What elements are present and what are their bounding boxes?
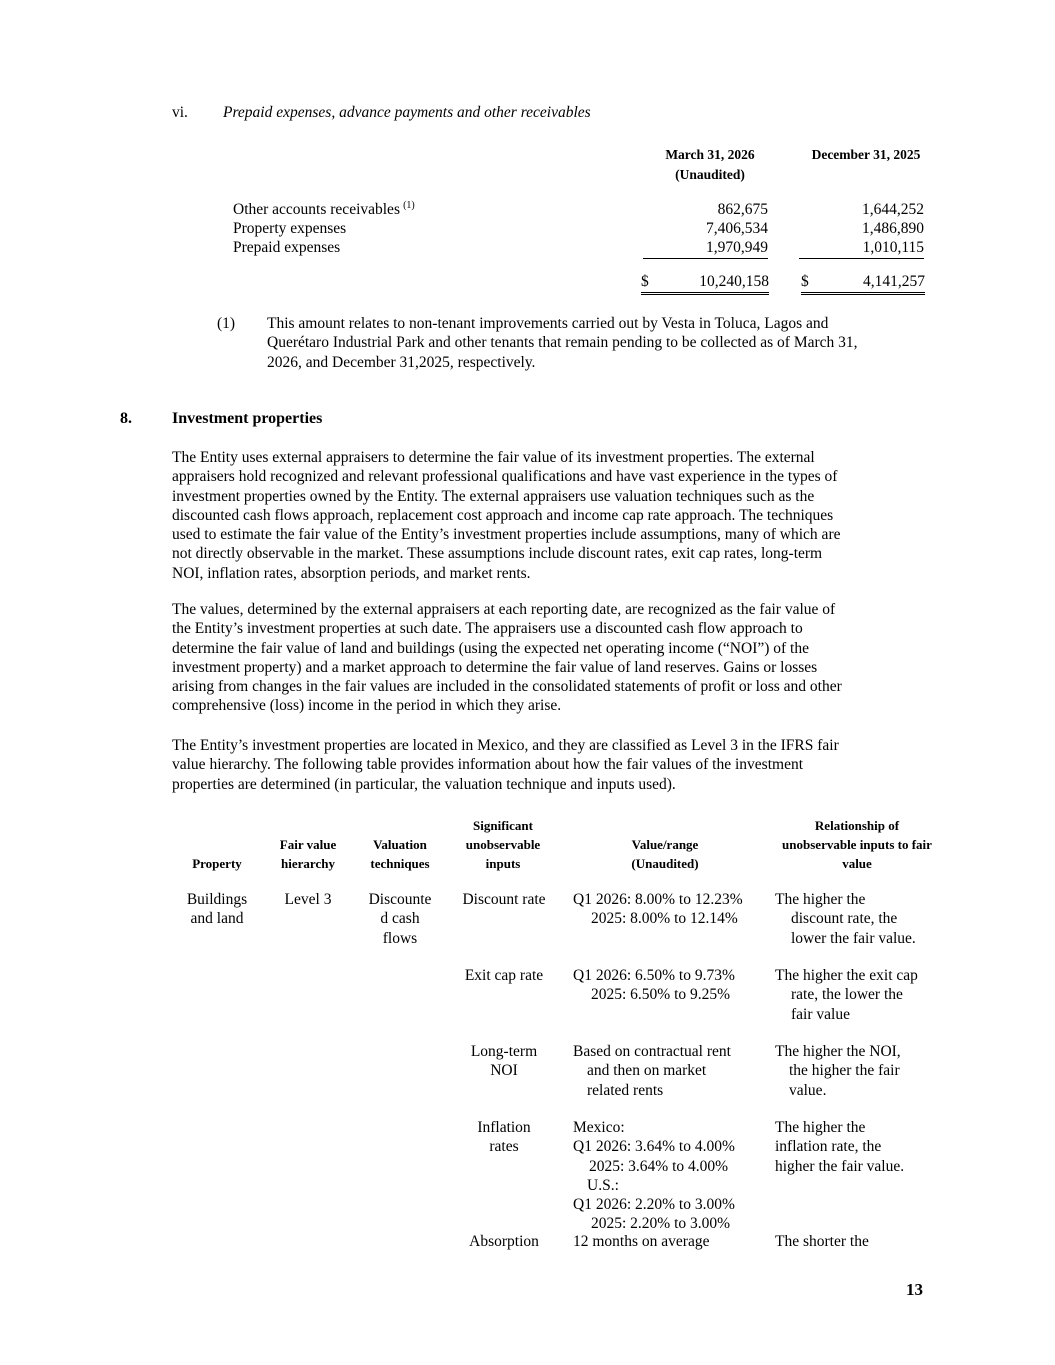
fv-row-value: Mexico: Q1 2026: 3.64% to 4.00% 2025: 3.64% to 4.00% U.S.: Q1 2026: 2.20% to 3.00% 2025: 2.20% to 3.00% [573, 1119, 735, 1233]
table-cell: 1,970,949 [643, 238, 768, 259]
fv-header-inputs: Significant unobservable inputs [465, 818, 541, 871]
fv-header-relationship: Relationship of unobservable inputs to fair value [782, 818, 932, 871]
fv-row-value: 12 months on average [573, 1233, 710, 1250]
paragraph: The values, determined by the external appraisers at each reporting date, are recognized as the fair value of the Entity’s investment properties at such date. The appraisers use a discounted cash flow approach to determine the fair value of land and buildings (using the expected net operating income (“NOI”) of the investment property) and a market approach to determine the fair value of land reserves. Gains or losses arising from changes in the fair values are included in the consolidated statements of profit or loss and other comprehensive (loss) income in the period in which they arise. [172, 601, 842, 715]
fv-row-relationship: The higher the inflation rate, the higher the fair value. [775, 1119, 905, 1175]
fv-row-relationship: The shorter the [775, 1233, 869, 1250]
column-header-december: December 31, 2025 [811, 147, 921, 162]
subsection-title: Prepaid expenses, advance payments and other receivables [223, 104, 591, 121]
table-cell: 862,675 [717, 201, 768, 218]
fv-row-relationship: The higher the discount rate, the lower the fair value. [775, 891, 916, 947]
paragraph: The Entity’s investment properties are located in Mexico, and they are classified as Level 3 in the IFRS fair value hierarchy. The following table provides information about how the fair values of the investment properties are determined (in particular, the valuation technique and inputs used). [172, 737, 839, 793]
total-row [801, 272, 925, 295]
fv-row-input: Inflation rates [477, 1119, 531, 1156]
paragraph: The Entity uses external appraisers to determine the fair value of its investment properties. The external appraisers hold recognized and relevant professional qualifications and have vast experience in the types of investment properties owned by the Entity. The external appraisers use valuation techniques such as the discounted cash flows approach, replacement cost approach and income cap rate approach. The techniques used to estimate the fair value of the Entity’s investment properties include assumptions, many of which are not directly observable in the market. These assumptions include discount rates, exit cap rates, long-term NOI, inflation rates, absorption periods, and market rents. [172, 449, 841, 582]
footnote-ref: (1) [403, 199, 415, 211]
fv-technique-cell: Discounte d cash flows [368, 891, 432, 947]
table-cell: 1,644,252 [862, 201, 924, 218]
fv-header-property: Property [192, 856, 242, 871]
column-header-march: March 31, 2026 (Unaudited) [665, 147, 755, 182]
total-value: 4,141,257 [863, 273, 925, 290]
fv-row-value: Based on contractual rent and then on market related rents [573, 1043, 731, 1099]
fv-row-relationship: The higher the exit cap rate, the lower the fair value [775, 967, 918, 1023]
fv-row-input: Exit cap rate [464, 967, 544, 984]
fv-row-input: Absorption [469, 1233, 539, 1250]
section-number: 8. [120, 410, 132, 427]
table-cell: 1,486,890 [862, 220, 924, 237]
table-cell: 1,010,115 [799, 238, 924, 259]
table-row-label: Prepaid expenses [233, 239, 341, 256]
fv-row-value: Q1 2026: 6.50% to 9.73% 2025: 6.50% to 9.25% [573, 967, 735, 1004]
table-row-label: Property expenses [233, 220, 347, 237]
table-cell: 7,406,534 [706, 220, 768, 237]
fv-header-value-range: Value/range (Unaudited) [631, 837, 699, 871]
fv-row-value: Q1 2026: 8.00% to 12.23% 2025: 8.00% to 12.14% [573, 891, 743, 928]
fv-header-hierarchy: Fair value hierarchy [279, 837, 337, 871]
fv-header-technique: Valuation techniques [370, 837, 430, 871]
currency-symbol: $ [641, 273, 649, 290]
table-row-label: Other accounts receivables $^{(1)}$ [233, 199, 415, 218]
total-row [641, 272, 769, 295]
fv-row-relationship: The higher the NOI, the higher the fair value. [775, 1043, 901, 1099]
total-value: 10,240,158 [699, 273, 769, 290]
page-number: 13 [906, 1280, 923, 1299]
subsection-numeral: vi. [172, 104, 188, 121]
footnote-text: This amount relates to non-tenant improvements carried out by Vesta in Toluca, Lagos and Querétaro Industrial Park and other tenants that remain pending to be collected as of March 31, 2026, and December 31,2025, respectively. [267, 315, 858, 371]
fv-row-input: Discount rate [462, 891, 546, 908]
currency-symbol: $ [801, 273, 809, 290]
section-title: Investment properties [172, 410, 323, 427]
fv-hierarchy-cell: Level 3 [284, 891, 332, 908]
fv-row-input: Long-term NOI [470, 1043, 538, 1080]
footnote-marker: (1) [217, 315, 236, 332]
fv-property-cell: Buildings and land [186, 891, 248, 928]
